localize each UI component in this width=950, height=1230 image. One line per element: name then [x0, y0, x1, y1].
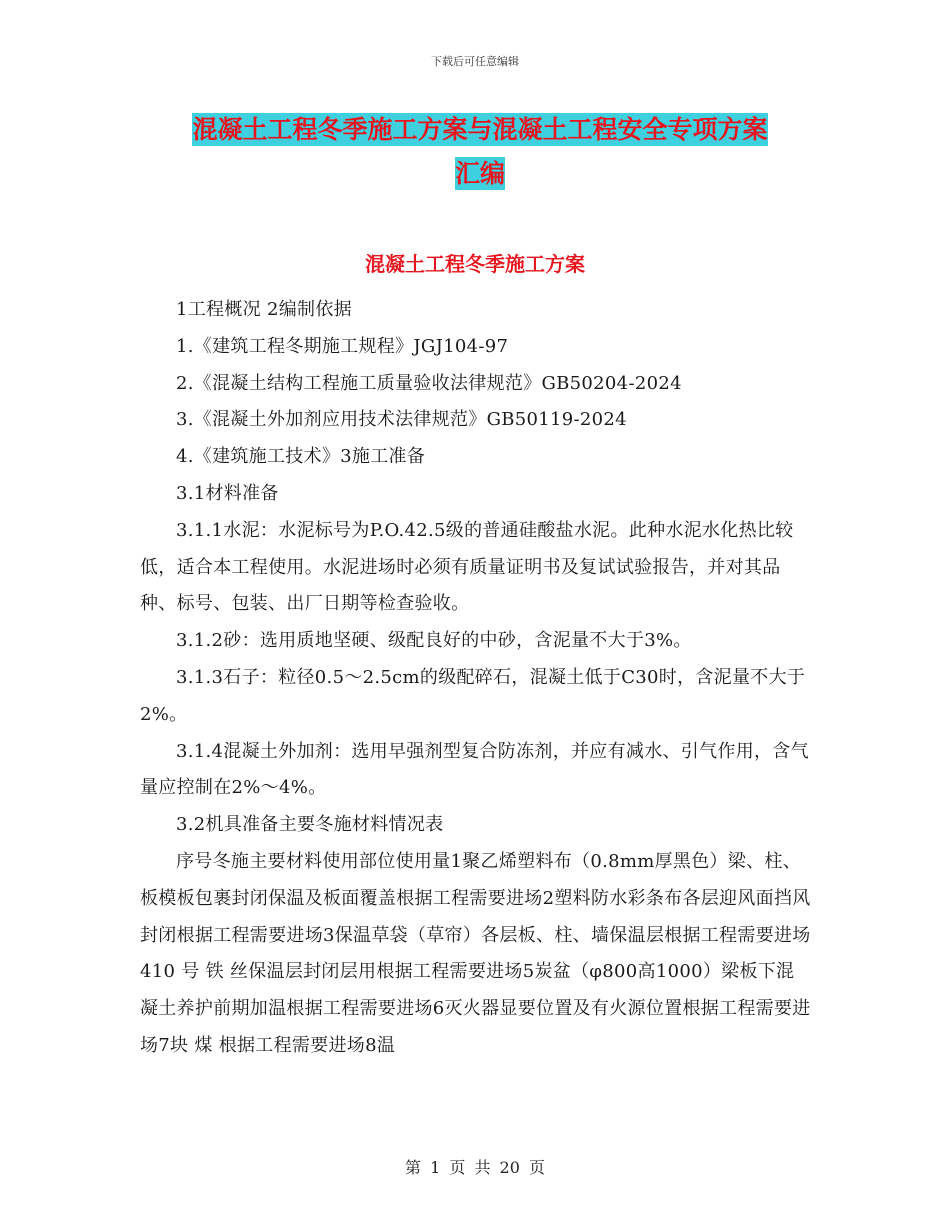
- section-title: 混凝土工程冬季施工方案: [365, 252, 585, 276]
- paragraph: 3.1.2砂：选用质地坚硬、级配良好的中砂，含泥量不大于3%。: [176, 630, 692, 652]
- paragraph: 1.《建筑工程冬期施工规程》JGJ104-97: [176, 335, 509, 357]
- paragraph: 3.1.4混凝土外加剂：选用早强剂型复合防冻剂，并应有减水、引气作用，含气量应控制在2%～4%。: [140, 740, 809, 799]
- paragraph: 3.2机具准备主要冬施材料情况表: [176, 814, 444, 836]
- header-note: 下载后可任意编辑: [431, 55, 519, 68]
- page-footer: 第 1 页 共 20 页: [405, 1158, 545, 1177]
- document-title-line2: 汇编: [454, 159, 505, 188]
- paragraph: 2.《混凝土结构工程施工质量验收法律规范》GB50204-2024: [176, 372, 682, 394]
- paragraph: 4.《建筑施工技术》3施工准备: [176, 446, 426, 468]
- paragraph: 3.1.1水泥：水泥标号为P.O.42.5级的普通硅酸盐水泥。此种水泥水化热比较低，适合本工程使用。水泥进场时必须有质量证明书及复试试验报告，并对其品种、标号、包装、出厂日期等检查验收。: [140, 519, 794, 615]
- body-text: [140, 292, 812, 1065]
- paragraph: 3.1材料准备: [176, 482, 279, 504]
- paragraph: 1工程概况 2编制依据: [176, 299, 352, 320]
- paragraph: 3.《混凝土外加剂应用技术法律规范》GB50119-2024: [176, 409, 627, 431]
- document-title-line1: 混凝土工程冬季施工方案与混凝土工程安全专项方案: [192, 115, 768, 144]
- paragraph: 序号冬施主要材料使用部位使用量1聚乙烯塑料布（0.8mm厚黑色）梁、柱、板模板包裹封闭保温及板面覆盖根据工程需要进场2塑料防水彩条布各层迎风面挡风封闭根据工程需要进场3保温草袋（草帘）各层板、柱、墙保温层根据工程需要进场410 号 铁 丝保温层封闭层用根据工程需要进场5炭盆（φ800高1000）梁板下混凝土养护前期加温根据工程需要进场6灭火器显要位置及有火源位置根据工程需要进场7块 煤 根据工程需要进场8温: [140, 850, 811, 1056]
- paragraph: 3.1.3石子：粒径0.5～2.5cm的级配碎石，混凝土低于C30时，含泥量不大于2%。: [140, 666, 806, 725]
- document-title: [140, 108, 820, 196]
